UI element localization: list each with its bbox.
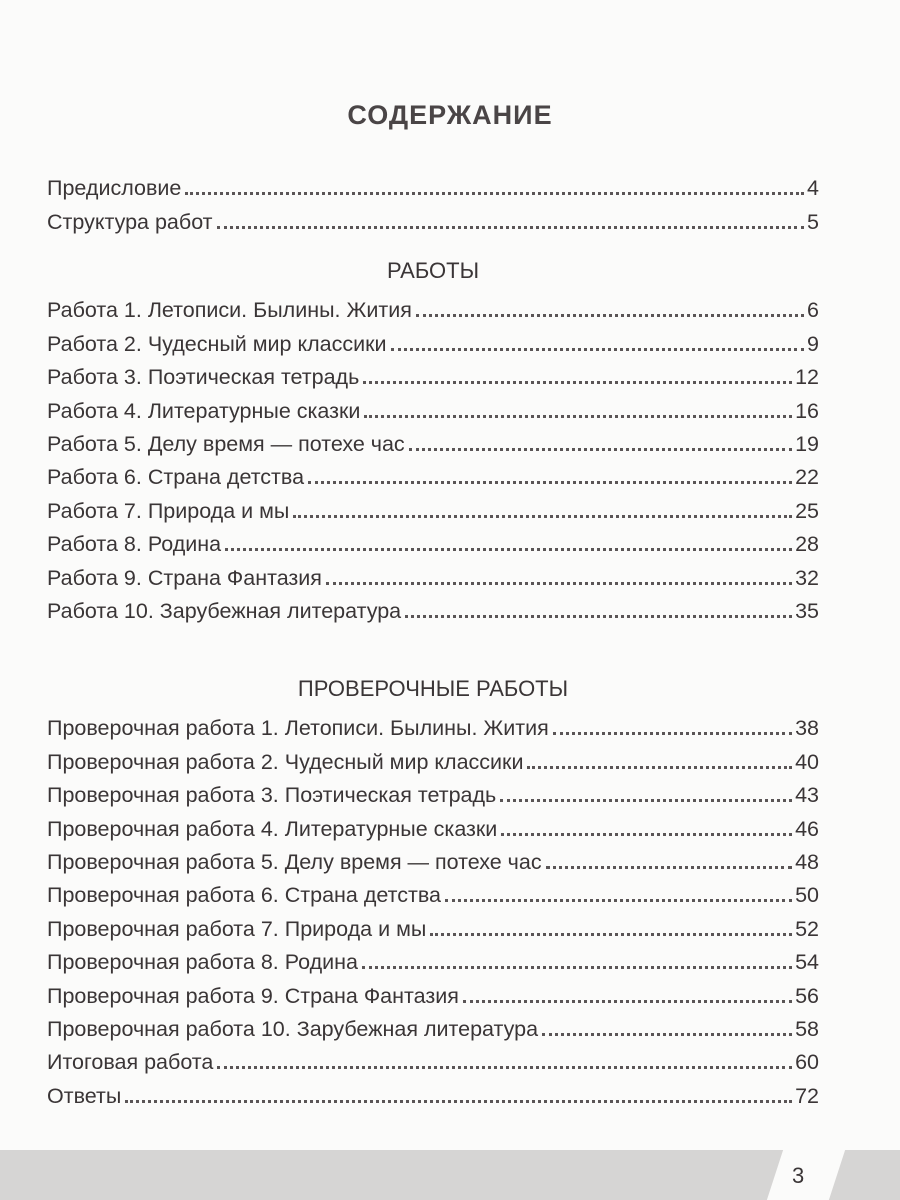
toc-entry[interactable] (47, 741, 819, 774)
toc-entry[interactable] (47, 1009, 819, 1042)
toc-entry[interactable] (47, 708, 819, 741)
toc-entry-label: Работа 8. Родина (47, 532, 222, 557)
toc-entry-label: Работа 5. Делу время — потехе час (47, 431, 405, 456)
works-list (47, 290, 819, 624)
toc-entry-page: 25 (795, 498, 819, 523)
toc-entry-label: Работа 3. Поэтическая тетрадь (47, 365, 360, 390)
dot-leader (416, 314, 804, 317)
toc-entry[interactable] (47, 875, 819, 908)
toc-entry-page: 58 (795, 1016, 819, 1041)
toc-entry-page: 9 (807, 331, 819, 356)
dot-leader (500, 799, 792, 802)
toc-entry-page: 43 (795, 783, 819, 808)
dot-leader (364, 415, 792, 418)
toc-entry-page: 60 (795, 1050, 819, 1075)
dot-leader (217, 1066, 792, 1069)
dot-leader (501, 833, 792, 836)
checks-section (47, 670, 819, 1109)
dot-leader (542, 1033, 792, 1036)
toc-entry-page: 35 (795, 598, 819, 623)
dot-leader (430, 933, 792, 936)
dot-leader (363, 381, 792, 384)
toc-entry-page: 4 (807, 176, 819, 201)
toc-entry-page: 72 (795, 1083, 819, 1108)
dot-leader (463, 1000, 792, 1003)
dot-leader (293, 515, 792, 518)
toc-entry[interactable] (47, 390, 819, 423)
toc-entry-label: Работа 9. Страна Фантазия (47, 565, 322, 590)
dot-leader (391, 348, 804, 351)
toc-entry[interactable] (47, 975, 819, 1008)
toc-entry[interactable] (47, 168, 819, 201)
toc-entry[interactable] (47, 1075, 819, 1108)
dot-leader (362, 966, 792, 969)
toc-entry-page: 56 (795, 983, 819, 1008)
toc-entry-page: 52 (795, 916, 819, 941)
toc-entry-label: Проверочная работа 4. Литературные сказки (47, 816, 498, 841)
toc-entry-page: 22 (795, 465, 819, 490)
toc-entry-label: Проверочная работа 9. Страна Фантазия (47, 983, 459, 1008)
toc-entry-page: 28 (795, 532, 819, 557)
toc-entry-label: Ответы (47, 1083, 122, 1108)
toc-entry-label: Работа 7. Природа и мы (47, 498, 290, 523)
page-number: 3 (792, 1163, 805, 1188)
toc-entry-page: 16 (795, 398, 819, 423)
checks-heading: ПРОВЕРОЧНЫЕ РАБОТЫ (297, 676, 569, 701)
dot-leader (326, 582, 792, 585)
toc-entry-page: 54 (795, 950, 819, 975)
toc-entry[interactable] (47, 323, 819, 356)
toc-entry[interactable] (47, 201, 819, 234)
toc-entry-label: Работа 2. Чудесный мир классики (47, 331, 387, 356)
toc-entry-label: Проверочная работа 6. Страна детства (47, 883, 441, 908)
toc-entry-label: Проверочная работа 3. Поэтическая тетрадь (47, 783, 497, 808)
works-heading: РАБОТЫ (386, 258, 480, 283)
toc-entry[interactable] (47, 557, 819, 590)
toc-entry[interactable] (47, 775, 819, 808)
toc-entry-label: Структура работ (47, 209, 213, 234)
dot-leader (527, 766, 792, 769)
toc-entry-label: Предисловие (47, 176, 182, 201)
dot-leader (185, 192, 804, 195)
toc-entry-label: Проверочная работа 1. Летописи. Былины. Жития (47, 716, 549, 741)
toc-entry-page: 5 (807, 209, 819, 234)
toc-entry[interactable] (47, 942, 819, 975)
checks-list (47, 708, 819, 1109)
toc-entry[interactable] (47, 842, 819, 875)
page-title: СОДЕРЖАНИЕ (347, 100, 553, 130)
works-section (47, 252, 819, 624)
toc-entry-label: Работа 10. Зарубежная литература (47, 598, 402, 623)
toc-entry[interactable] (47, 357, 819, 390)
toc-entry[interactable] (47, 1042, 819, 1075)
toc-entry-label: Проверочная работа 2. Чудесный мир классики (47, 749, 524, 774)
toc-entry-page: 40 (795, 749, 819, 774)
toc-entry[interactable] (47, 457, 819, 490)
dot-leader (553, 732, 792, 735)
toc-entry-page: 48 (795, 849, 819, 874)
toc-entry-label: Работа 1. Летописи. Былины. Жития (47, 298, 412, 323)
toc-entry-label: Работа 4. Литературные сказки (47, 398, 361, 423)
toc-entry-page: 46 (795, 816, 819, 841)
dot-leader (125, 1100, 792, 1103)
dot-leader (546, 866, 792, 869)
toc-entry-page: 19 (795, 431, 819, 456)
dot-leader (405, 615, 792, 618)
toc-entry-page: 50 (795, 883, 819, 908)
footer-band (0, 1150, 900, 1200)
toc-entry[interactable] (47, 490, 819, 523)
toc-entry-label: Проверочная работа 5. Делу время — потехе час (47, 849, 542, 874)
dot-leader (225, 548, 792, 551)
dot-leader (409, 448, 792, 451)
toc-entry-label: Проверочная работа 7. Природа и мы (47, 916, 427, 941)
toc-entry-label: Работа 6. Страна детства (47, 465, 305, 490)
toc-entry[interactable] (47, 290, 819, 323)
toc-entry-page: 6 (807, 298, 819, 323)
toc-entry-page: 32 (795, 565, 819, 590)
toc-entry-label: Проверочная работа 8. Родина (47, 950, 359, 975)
toc-entry-label: Проверочная работа 10. Зарубежная литература (47, 1016, 539, 1041)
toc-entry-page: 12 (795, 365, 819, 390)
toc-entry-page: 38 (795, 716, 819, 741)
toc-entry[interactable] (47, 591, 819, 624)
dot-leader (308, 481, 792, 484)
dot-leader (445, 899, 792, 902)
dot-leader (217, 226, 804, 229)
toc-entry-label: Итоговая работа (47, 1050, 214, 1075)
toc-entry[interactable] (47, 424, 819, 457)
toc-entry[interactable] (47, 524, 819, 557)
intro-list (47, 168, 819, 235)
toc-entry[interactable] (47, 908, 819, 941)
toc-entry[interactable] (47, 808, 819, 841)
